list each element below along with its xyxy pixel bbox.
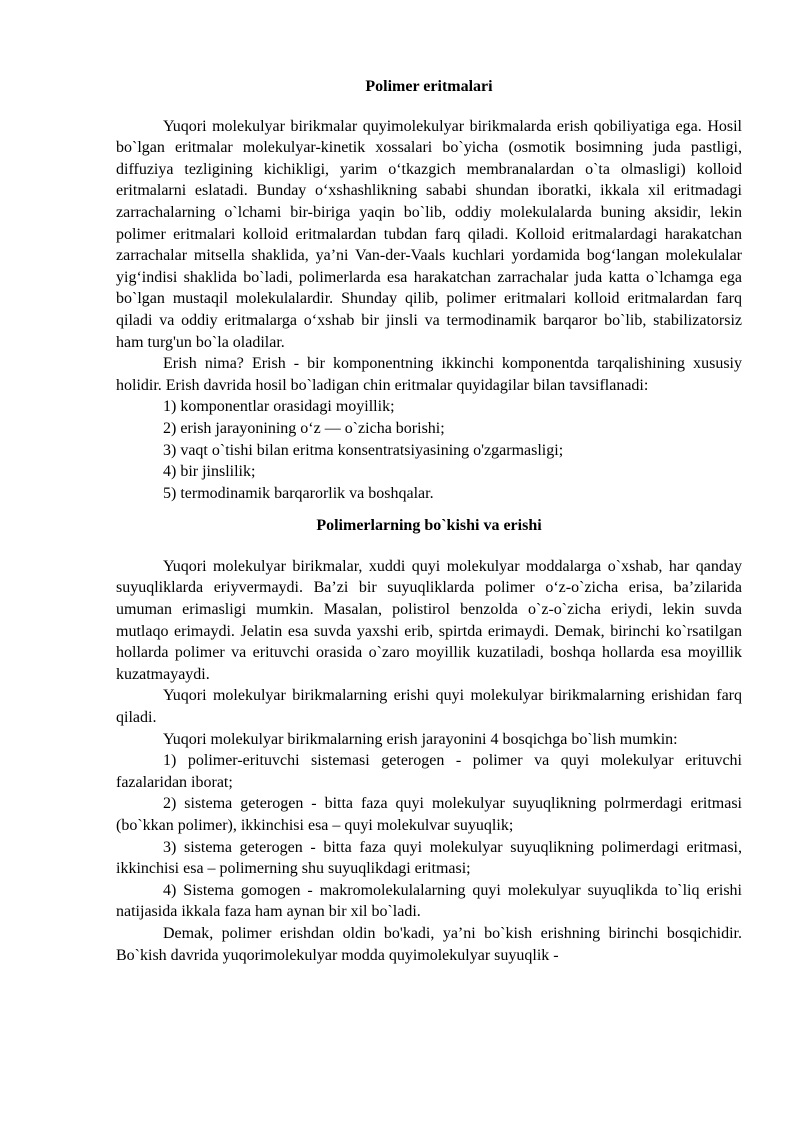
list-item: 5) termodinamik barqarorlik va boshqalar.: [163, 484, 434, 502]
list-item: 1) komponentlar orasidagi moyillik;: [163, 398, 395, 416]
stage-item: 1) polimer-erituvchi sistemasi geterogen - polimer va quyi molekulyar erituvchi fazalaridan iborat;: [116, 752, 742, 791]
stage-item: 3) sistema geterogen - bitta faza quyi molekulyar suyuqlikning polimerdagi eritmasi, ikkinchisi esa – polimerning shu suyuqlikdagi eritmasi;: [116, 838, 742, 878]
paragraph: Demak, polimer erishdan oldin bo'kadi, ya’ni bo`kish erishning birinchi bosqichidir. Bo`kish davrida yuqorimolekulyar modda quyimolekulyar suyuqlik -: [116, 924, 742, 964]
section-heading: Polimerlarning bo`kishi va erishi: [316, 517, 542, 535]
properties-list: [116, 396, 742, 504]
paragraph: Yuqori molekulyar birikmalarning erish jarayonini 4 bosqichga bo`lish mumkin:: [163, 730, 678, 748]
paragraph: Yuqori molekulyar birikmalar, xuddi quyi molekulyar moddalarga o`xshab, har qanday suyuqliklarda eriyvermaydi. Ba’zi bir suyuqliklarda polimer o‘z-o`zicha erisa, ba’zilarida umuman erimasligi mumkin. Masalan, polistirol benzolda o`z-o`zicha eriydi, lekin suvda mutlaqo erimaydi. Jelatin esa suvda yaxshi erib, spirtda erimaydi. Demak, birinchi ko`rsatilgan hollarda polimer va erituvchi orasida o`zaro moyillik kuzatiladi, boshqa hollarda esa moyillik kuzatmayaydi.: [116, 557, 742, 683]
document-title: Polimer eritmalari: [365, 78, 493, 95]
paragraph: Yuqori molekulyar birikmalarning erishi quyi molekulyar birikmalarning erishidan farq qiladi.: [116, 687, 742, 727]
stage-item: 2) sistema geterogen - bitta faza quyi molekulyar suyuqlikning polrmerdagi eritmasi (bo`kkan polimer), ikkinchisi esa – quyi molekulvar suyuqlik;: [116, 795, 742, 834]
list-item: 3) vaqt o`tishi bilan eritma konsentratsiyasining o'zgarmasligi;: [163, 441, 564, 459]
stage-item: 4) Sistema gomogen - makromolekulalarning quyi molekulyar suyuqlikda to`liq erishi natijasida ikkala faza ham aynan bir xil bo`ladi.: [116, 881, 742, 921]
paragraph: Erish nima? Erish - bir komponentning ikkinchi komponentda tarqalishining xususiy holidir. Erish davrida hosil bo`ladigan chin eritmalar quyidagilar bilan tavsiflanadi:: [116, 355, 742, 394]
document-page: [116, 72, 742, 966]
list-item: 4) bir jinslilik;: [163, 463, 256, 481]
list-item: 2) erish jarayonining o‘z — o`zicha borishi;: [163, 419, 445, 437]
paragraph: Yuqori molekulyar birikmalar quyimolekulyar birikmalarda erish qobiliyatiga ega. Hosil bo`lgan eritmalar molekulyar-kinetik xossalari bo`yicha (osmotik bosimning juda pastligi, diffuziya tezligining kichikligi, yarim o‘tkazgich membranalardan o`ta olmasligi) kolloid eritmalarni eslatadi. Bunday o‘xshashlikning sababi shundan iboratki, ikkala xil eritmadagi zarrachalarning o`lchami bir-biriga yaqin bo`lib, oddiy molekulalarda buning aksidir, lekin polimer eritmalari kolloid eritmalardan tubdan farq qiladi. Kolloid eritmalardagi harakatchan zarrachalar mitsella shaklida, ya’ni Van-der-Vaals kuchlari yordamida bog‘langan molekulalar yig‘indisi shaklida bo`ladi, polimerlarda esa harakatchan zarrachalar juda katta o`lchamga ega bo`lgan mustaqil molekulalardir. Shunday qilib, polimer eritmalari kolloid eritmalardan farq qiladi va oddiy eritmalarga o‘xshab bir jinsli va termodinamik barqaror bo`lib, stabilizatorsiz ham turg'un bo`la oladilar.: [116, 117, 742, 351]
